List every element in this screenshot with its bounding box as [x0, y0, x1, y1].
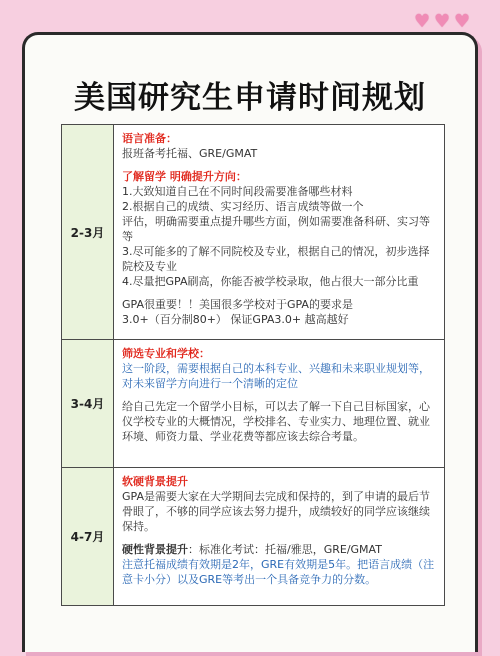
content-cell — [114, 340, 445, 468]
heart-icon: ♥ — [434, 11, 451, 32]
text-line: 2.根据自己的成绩、实习经历、语言成绩等做一个 — [122, 200, 364, 213]
heart-icon: ♥ — [454, 11, 471, 32]
table-row — [62, 125, 445, 340]
text-line: 3.0+（百分制80+） 保证GPA3.0+ 越高越好 — [122, 313, 349, 326]
month-cell: 3-4月 — [62, 340, 114, 468]
text-line: GPA很重要！！美国很多学校对于GPA的要求是 — [122, 298, 353, 311]
bold-label: 硬性背景提升 — [122, 543, 188, 556]
section-heading: 软硬背景提升 — [122, 475, 188, 488]
content-cell — [114, 125, 445, 340]
month-cell: 2-3月 — [62, 125, 114, 340]
page-title: 美国研究生申请时间规划 — [74, 80, 426, 116]
heart-icon: ♥ — [414, 11, 431, 32]
text-line: GPA是需要大家在大学期间去完成和保持的，到了申请的最后节骨眼了，不够的同学应该去努力提升，成绩较好的同学应该继续保持。 — [122, 490, 430, 533]
text-line: 3.尽可能多的了解不同院校及专业，根据自己的情况，初步选择院校及专业 — [122, 245, 430, 273]
table-row — [62, 340, 445, 468]
text-line — [122, 542, 436, 557]
section-heading: 了解留学 明确提升方向： — [122, 170, 247, 183]
timeline-table — [61, 124, 445, 606]
inline-text: ：标准化考试：托福/雅思，GRE/GMAT — [188, 543, 382, 556]
section-heading: 语言准备： — [122, 132, 177, 145]
text-line: 给自己先定一个留学小目标，可以去了解一下自己目标国家，心仪学校专业的大概情况，学校排名、专业实力、地理位置、就业环境、师资力量、学业花费等都应该去综合考量。 — [122, 400, 430, 443]
table-row — [62, 468, 445, 606]
text-line: 注意托福成绩有效期是2年，GRE有效期是5年。把语言成绩（注意卡小分）以及GRE等考出一个具备竞争力的分数。 — [122, 558, 435, 586]
content-cell — [114, 468, 445, 606]
text-line: 报班备考托福、GRE/GMAT — [122, 147, 258, 160]
text-line: 这一阶段，需要根据自己的本科专业、兴趣和未来职业规划等，对未来留学方向进行一个清晰的定位 — [122, 362, 430, 390]
section-heading: 筛选专业和学校： — [122, 347, 210, 360]
text-line: 1.大致知道自己在不同时间段需要准备哪些材料 — [122, 185, 353, 198]
text-line: 评估，明确需要重点提升哪些方面，例如需要准备科研、实习等等 — [122, 215, 430, 243]
month-cell: 4-7月 — [62, 468, 114, 606]
text-line: 4.尽量把GPA刷高，你能否被学校录取，他占很大一部分比重 — [122, 275, 419, 288]
hearts-decoration — [414, 11, 471, 32]
